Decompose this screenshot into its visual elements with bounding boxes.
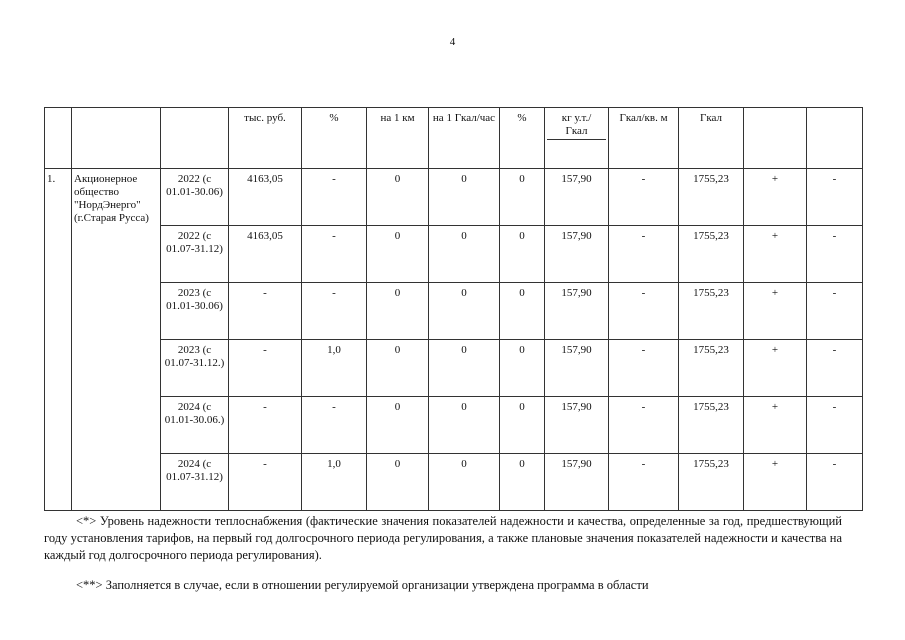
- header-cell: %: [302, 108, 367, 169]
- table-row: [45, 169, 863, 226]
- value-cell: 0: [500, 397, 545, 454]
- value-cell: 4163,05: [229, 226, 302, 283]
- value-cell: 1755,23: [679, 454, 744, 511]
- value-cell: 157,90: [545, 283, 609, 340]
- table-row: [45, 397, 863, 454]
- value-cell: 0: [429, 454, 500, 511]
- value-cell: -: [807, 283, 863, 340]
- value-cell: +: [744, 454, 807, 511]
- header-cell: Гкал: [679, 108, 744, 169]
- org-name: Акционерное общество "НордЭнерго" (г.Старая Русса): [72, 169, 161, 511]
- period-cell: 2023 (с 01.07-31.12.): [161, 340, 229, 397]
- value-cell: -: [302, 169, 367, 226]
- value-cell: -: [609, 169, 679, 226]
- table-row: [45, 226, 863, 283]
- value-cell: -: [609, 283, 679, 340]
- value-cell: -: [229, 454, 302, 511]
- value-cell: 0: [429, 397, 500, 454]
- value-cell: -: [609, 226, 679, 283]
- period-cell: 2023 (с 01.01-30.06): [161, 283, 229, 340]
- value-cell: 1,0: [302, 340, 367, 397]
- value-cell: 0: [429, 283, 500, 340]
- value-cell: 0: [500, 340, 545, 397]
- tariff-table: [44, 107, 863, 511]
- value-cell: -: [229, 340, 302, 397]
- value-cell: 0: [367, 454, 429, 511]
- header-cell: на 1 Гкал/час: [429, 108, 500, 169]
- value-cell: -: [609, 397, 679, 454]
- value-cell: 0: [500, 169, 545, 226]
- value-cell: -: [302, 283, 367, 340]
- value-cell: 157,90: [545, 169, 609, 226]
- value-cell: -: [807, 226, 863, 283]
- period-cell: 2022 (с 01.07-31.12): [161, 226, 229, 283]
- header-row: [45, 108, 863, 169]
- value-cell: 157,90: [545, 226, 609, 283]
- footnote-program: <**> Заполняется в случае, если в отношении регулируемой организации утверждена программа в области: [76, 578, 649, 592]
- value-cell: 4163,05: [229, 169, 302, 226]
- value-cell: 1755,23: [679, 397, 744, 454]
- header-cell: %: [500, 108, 545, 169]
- value-cell: 0: [429, 340, 500, 397]
- header-cell: [545, 108, 609, 169]
- value-cell: -: [609, 340, 679, 397]
- value-cell: +: [744, 340, 807, 397]
- header-cell: [45, 108, 72, 169]
- value-cell: 0: [367, 169, 429, 226]
- value-cell: 0: [429, 226, 500, 283]
- value-cell: 1755,23: [679, 340, 744, 397]
- value-cell: 157,90: [545, 454, 609, 511]
- org-number: 1.: [45, 169, 72, 511]
- period-cell: 2024 (с 01.01-30.06.): [161, 397, 229, 454]
- header-cell: [807, 108, 863, 169]
- footnote-reliability: <*> Уровень надежности теплоснабжения (фактические значения показателей надежности и качества, определенные за год, предшествующий году установления тарифов, на первый год долгосрочного периода регулирования, а также плановые значения показателей надежности и качества на каждый год долгосрочного периода регулирования).: [44, 514, 842, 562]
- value-cell: 0: [367, 340, 429, 397]
- value-cell: 0: [500, 226, 545, 283]
- value-cell: 0: [500, 283, 545, 340]
- table-row: [45, 340, 863, 397]
- value-cell: 1,0: [302, 454, 367, 511]
- period-cell: 2024 (с 01.07-31.12): [161, 454, 229, 511]
- value-cell: -: [609, 454, 679, 511]
- table-row: [45, 283, 863, 340]
- value-cell: -: [807, 169, 863, 226]
- value-cell: -: [807, 340, 863, 397]
- page-number: 4: [449, 36, 456, 48]
- value-cell: 0: [429, 169, 500, 226]
- value-cell: -: [807, 397, 863, 454]
- value-cell: +: [744, 226, 807, 283]
- value-cell: +: [744, 397, 807, 454]
- value-cell: -: [302, 397, 367, 454]
- header-unit-underlined: кг у.т./Гкал: [547, 112, 606, 140]
- period-cell: 2022 (с 01.01-30.06): [161, 169, 229, 226]
- value-cell: 0: [367, 226, 429, 283]
- header-cell: [72, 108, 161, 169]
- header-cell: [744, 108, 807, 169]
- header-cell: на 1 км: [367, 108, 429, 169]
- value-cell: -: [302, 226, 367, 283]
- value-cell: -: [229, 283, 302, 340]
- value-cell: 1755,23: [679, 226, 744, 283]
- table-row: [45, 454, 863, 511]
- value-cell: +: [744, 169, 807, 226]
- value-cell: -: [807, 454, 863, 511]
- value-cell: 157,90: [545, 340, 609, 397]
- header-cell: [161, 108, 229, 169]
- value-cell: -: [229, 397, 302, 454]
- header-cell: тыс. руб.: [229, 108, 302, 169]
- header-cell: Гкал/кв. м: [609, 108, 679, 169]
- value-cell: 0: [367, 397, 429, 454]
- value-cell: 157,90: [545, 397, 609, 454]
- value-cell: 1755,23: [679, 283, 744, 340]
- value-cell: 0: [500, 454, 545, 511]
- value-cell: 1755,23: [679, 169, 744, 226]
- value-cell: +: [744, 283, 807, 340]
- value-cell: 0: [367, 283, 429, 340]
